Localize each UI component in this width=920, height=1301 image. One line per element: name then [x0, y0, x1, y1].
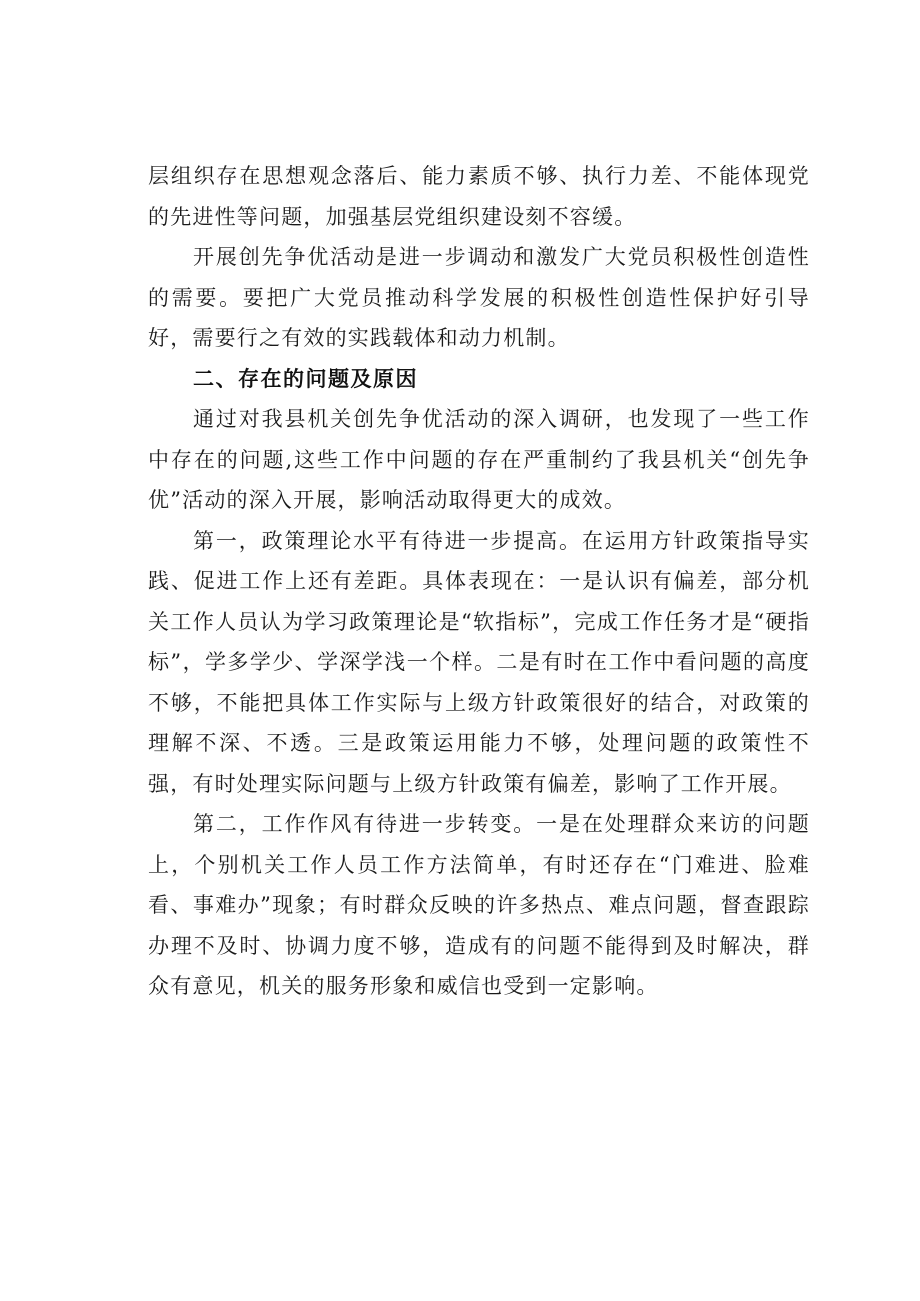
paragraph-continuation: 层组织存在思想观念落后、能力素质不够、执行力差、不能体现党的先进性等问题，加强基层党组织建设刻不容缓。 [148, 164, 810, 229]
paragraph-work-style: 第二，工作作风有待进一步转变。一是在处理群众来访的问题上，个别机关工作人员工作方法简单，有时还存在“门难进、脸难看、事难办”现象；有时群众反映的许多热点、难点问题，督查跟踪办理不及时、协调力度不够，造成有的问题不能得到及时解决，群众有意见，机关的服务形象和威信也受到一定影响。 [148, 812, 810, 998]
paragraph-activity-need: 开展创先争优活动是进一步调动和激发广大党员积极性创造性的需要。要把广大党员推动科学发展的积极性创造性保护好引导好，需要行之有效的实践载体和动力机制。 [148, 245, 810, 350]
section-heading-problems: 二、存在的问题及原因 [193, 366, 418, 391]
document-body [148, 156, 810, 1007]
paragraph-policy-theory: 第一，政策理论水平有待进一步提高。在运用方针政策指导实践、促进工作上还有差距。具体表现在：一是认识有偏差，部分机关工作人员认为学习政策理论是“软指标”，完成工作任务才是“硬指标”，学多学少、学深学浅一个样。二是有时在工作中看问题的高度不够，不能把具体工作实际与上级方针政策很好的结合，对政策的理解不深、不透。三是政策运用能力不够，处理问题的政策性不强，有时处理实际问题与上级方针政策有偏差，影响了工作开展。 [148, 528, 810, 796]
paragraph-research-findings: 通过对我县机关创先争优活动的深入调研，也发现了一些工作中存在的问题,这些工作中问题的存在严重制约了我县机关“创先争优”活动的深入开展，影响活动取得更大的成效。 [148, 407, 810, 512]
